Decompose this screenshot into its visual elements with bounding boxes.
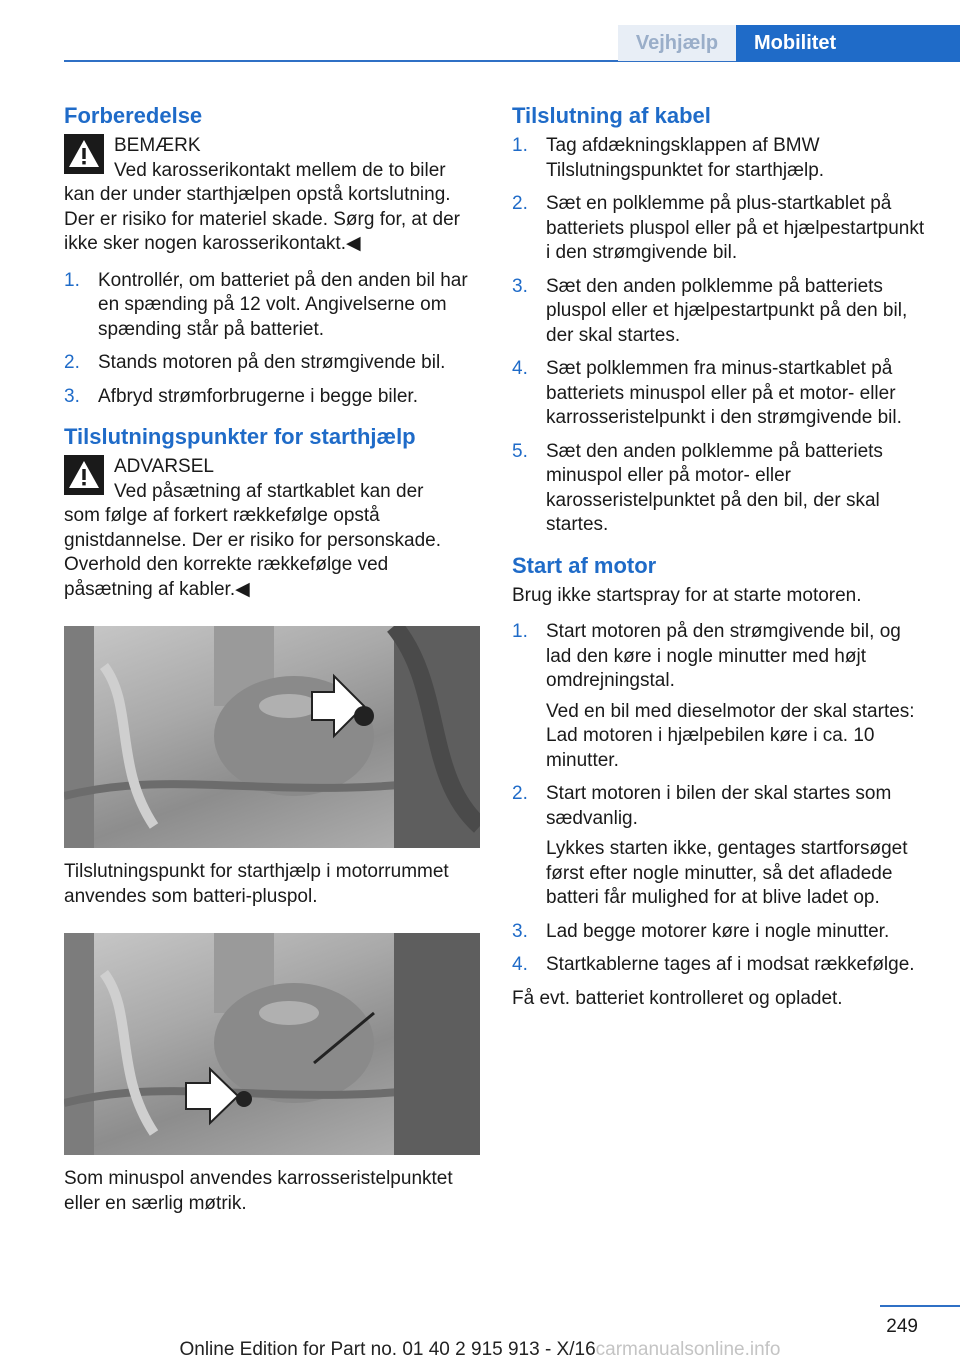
list-item (512, 192, 928, 266)
cable-steps (512, 134, 928, 538)
list-item (64, 269, 480, 343)
list-item (512, 357, 928, 431)
heading-tilslutningspunkter: Tilslutningspunkter for starthjælp (64, 424, 416, 449)
step-subtext: Lykkes starten ikke, gentages startforsøget først efter nogle minutter, så det afladede batteri får mulighed for at blive ladet op. (546, 838, 908, 908)
step-number: 3. (512, 275, 528, 297)
list-item (512, 620, 928, 773)
left-column (64, 102, 480, 1216)
step-text: Sæt en polklemme på plus-startkablet på batteriets pluspol eller på et hjælpestartpunkt i den strømgivende bil. (546, 193, 925, 263)
note-body-rest: kan der under starthjælpen opstå kortslutning. Der er risiko for materiel skade. Sørg for, at der ikke sker nogen karosserikontakt.◀ (64, 184, 460, 254)
note-title: BEMÆRK (114, 135, 201, 156)
start-steps (512, 620, 928, 978)
list-item (512, 275, 928, 349)
step-text: Kontrollér, om batteriet på den anden bil har en spænding på 12 volt. Angivelserne om spænding står på batteriet. (98, 269, 468, 340)
step-number: 4. (512, 358, 528, 379)
preparation-steps (64, 269, 480, 410)
warning-title: ADVARSEL (114, 456, 214, 477)
list-item (512, 134, 928, 183)
caption-pluspol: Tilslutningspunkt for starthjælp i motorrummet anvendes som batteri-pluspol. (64, 861, 449, 907)
note-body-first: Ved karosserikontakt mellem de to biler (114, 159, 446, 181)
step-number: 2. (512, 783, 528, 804)
list-item (64, 351, 480, 376)
warning-triangle-icon (64, 455, 104, 495)
step-number: 2. (512, 193, 528, 214)
step-number: 1. (512, 621, 528, 642)
engine-photo-minuspol (64, 933, 480, 1155)
step-number: 5. (512, 440, 528, 462)
step-number: 2. (64, 352, 80, 373)
step-number: 1. (64, 269, 80, 291)
step-text: Stands motoren på den strømgivende bil. (98, 352, 446, 373)
heading-tilslutning-af-kabel: Tilslutning af kabel (512, 103, 711, 128)
tab-vejhjaelp[interactable]: Vejhjælp (618, 25, 736, 61)
engine-illustration-2 (64, 933, 480, 1155)
engine-illustration-1 (64, 626, 480, 848)
step-text: Start motoren på den strømgivende bil, og lad den køre i nogle minutter med højt omdrejningstal. (546, 621, 901, 691)
warning-body-first: Ved påsætning af startkablet kan der (114, 480, 424, 502)
step-text: Lad begge motorer køre i nogle minutter. (546, 920, 890, 942)
outro-text: Få evt. batteriet kontrolleret og opladet. (512, 987, 843, 1009)
step-subtext: Ved en bil med dieselmotor der skal startes: Lad motoren i hjælpebilen køre i ca. 10 minutter. (546, 700, 915, 771)
warning-body-rest: som følge af forkert rækkefølge opstå gnistdannelse. Der er risiko for personskade. Overhold den korrekte rækkefølge ved påsætning af kabler.◀ (64, 505, 442, 600)
edition-text: Online Edition for Part no. 01 40 2 915 913 - X/16 (179, 1339, 596, 1360)
list-item (64, 385, 480, 410)
step-number: 1. (512, 135, 528, 156)
heading-forberedelse: Forberedelse (64, 103, 203, 128)
step-number: 3. (64, 385, 80, 407)
page-number: 249 (886, 1316, 918, 1337)
watermark-text: carmanualsonline.info (595, 1339, 781, 1360)
engine-photo-pluspol (64, 626, 480, 848)
step-text: Startkablerne tages af i modsat rækkefølge. (546, 954, 915, 975)
caption-minuspol: Som minuspol anvendes karrosseristelpunktet eller en særlig møtrik. (64, 1168, 453, 1214)
note-block (64, 134, 480, 257)
step-text: Afbryd strømforbrugerne i begge biler. (98, 385, 418, 407)
footer-edition (0, 1339, 960, 1361)
step-number: 3. (512, 920, 528, 942)
step-text: Sæt den anden polklemme på batteriets minuspol eller på motor- eller karosseristelpunktet på den bil, der skal startes. (546, 440, 883, 535)
heading-start-af-motor: Start af motor (512, 552, 657, 578)
footer-rule (880, 1305, 960, 1307)
list-item (512, 782, 928, 911)
step-number: 4. (512, 954, 528, 975)
list-item (512, 440, 928, 538)
list-item (512, 920, 928, 945)
right-column (512, 102, 928, 1011)
step-text: Sæt den anden polklemme på batteriets pluspol eller et hjælpestartpunkt på den bil, der skal startes. (546, 275, 908, 346)
step-text: Sæt polklemmen fra minus-startkablet på batteriets minuspol eller på et motor- eller karrosseristelpunkt i den strømgivende bil. (546, 358, 902, 428)
start-intro: Brug ikke startspray for at starte motoren. (512, 584, 862, 606)
list-item (512, 953, 928, 978)
step-text: Tag afdækningsklappen af BMW Tilslutningspunktet for starthjælp. (546, 135, 825, 181)
warning-block (64, 455, 480, 602)
step-text: Start motoren i bilen der skal startes som sædvanlig. (546, 783, 892, 829)
tab-mobilitet[interactable]: Mobilitet (736, 25, 960, 62)
warning-triangle-icon (64, 134, 104, 174)
